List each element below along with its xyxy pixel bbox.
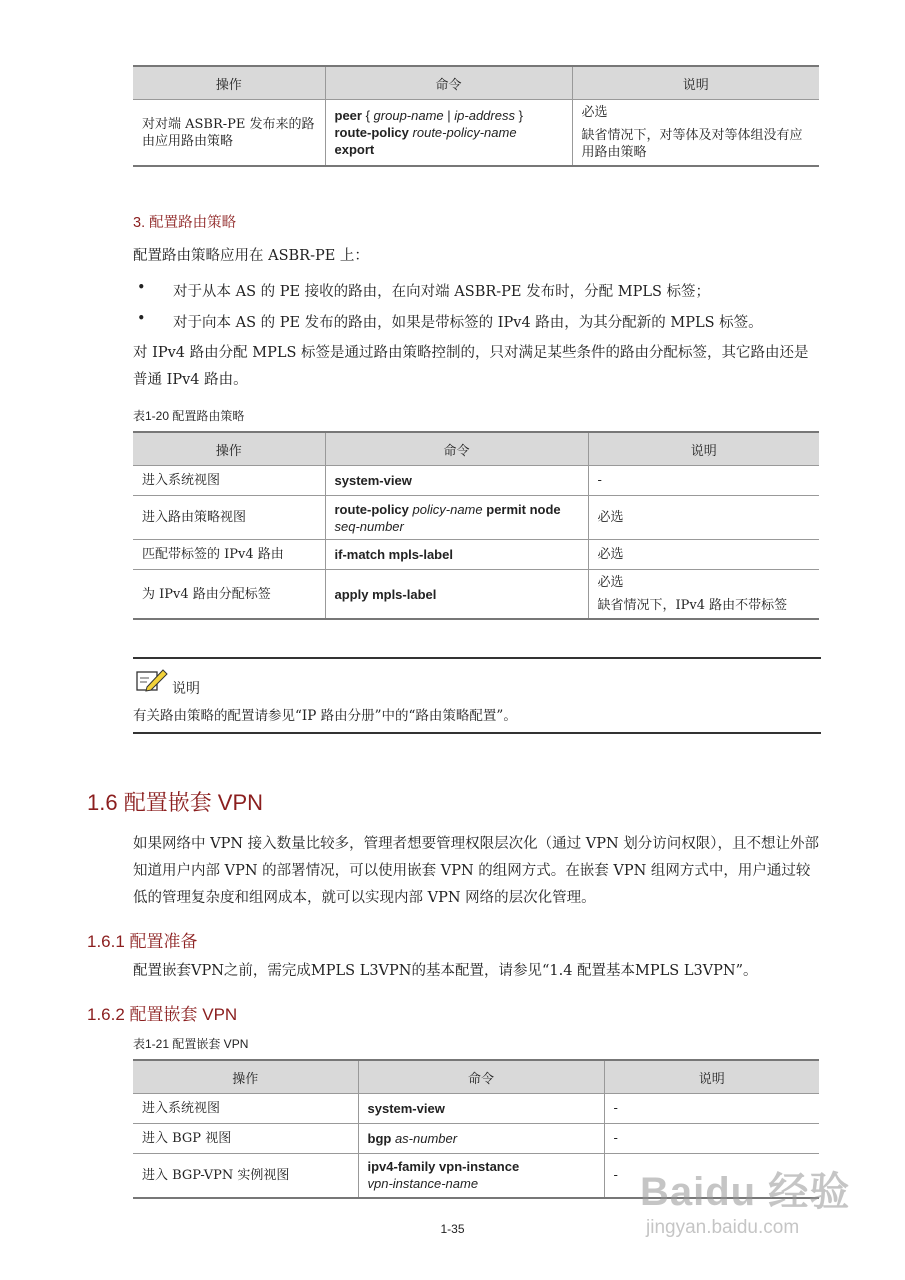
description-line: 必选 — [597, 510, 624, 525]
cell-description — [588, 466, 819, 496]
description-line: - — [613, 1101, 618, 1116]
cell-description — [588, 496, 819, 540]
description-line: 缺省情况下，IPv4 路由不带标签 — [597, 598, 788, 613]
command-token: seq-number — [334, 518, 404, 534]
column-header: 命令 — [358, 1060, 604, 1094]
table-header-row — [133, 432, 819, 466]
command-token: policy-name — [412, 501, 483, 517]
command-token: permit node — [486, 501, 561, 517]
table-caption: 表1-21 配置嵌套 VPN — [133, 1037, 249, 1051]
command-token: system-view — [334, 473, 412, 488]
command-token: apply mpls-label — [334, 586, 437, 602]
command-token: peer — [334, 108, 362, 123]
cell-operation: 进入 BGP-VPN 实例视图 — [133, 1154, 358, 1198]
command-token: } — [514, 108, 523, 123]
column-header: 操作 — [133, 432, 325, 466]
command-token: ip-address — [454, 108, 515, 123]
cell-command — [358, 1124, 604, 1154]
command-token: group-name — [373, 108, 444, 123]
cell-command — [325, 100, 572, 167]
baidu-watermark — [640, 1160, 850, 1239]
section-heading-1-6-2: 1.6.2 配置嵌套 VPN — [87, 1005, 238, 1024]
cell-command — [325, 496, 588, 540]
paragraph-prerequisite: 配置嵌套VPN之前，需完成MPLS L3VPN的基本配置，请参见“1.4 配置基本MPLS L3VPN”。 — [133, 963, 758, 979]
table-header-row — [133, 66, 819, 100]
cell-description — [588, 540, 819, 570]
note-bottom-rule — [133, 732, 821, 734]
column-header: 说明 — [572, 66, 819, 100]
section-heading-configure-route-policy: 3. 配置路由策略 — [133, 215, 237, 231]
table-row — [133, 570, 819, 620]
command-token: vpn-instance-name — [367, 1176, 479, 1192]
table-row — [133, 466, 819, 496]
cell-operation: 进入路由策略视图 — [133, 496, 325, 540]
command-token: bgp — [367, 1131, 392, 1146]
cell-description — [604, 1124, 819, 1154]
description-line: - — [613, 1131, 618, 1146]
cell-operation: 进入系统视图 — [133, 1094, 358, 1124]
command-token: route-policy-name — [412, 125, 517, 140]
note-label: 说明 — [172, 681, 200, 697]
table-row — [133, 540, 819, 570]
command-token: system-view — [367, 1101, 445, 1116]
section-heading-1-6-1: 1.6.1 配置准备 — [87, 932, 198, 951]
cell-operation: 匹配带标签的 IPv4 路由 — [133, 540, 325, 570]
cell-command — [358, 1154, 604, 1198]
cell-operation: 进入系统视图 — [133, 466, 325, 496]
column-header: 说明 — [604, 1060, 819, 1094]
column-header: 说明 — [588, 432, 819, 466]
description-line: 必选 — [597, 575, 624, 590]
paragraph-label-policy: 对 IPv4 路由分配 MPLS 标签是通过路由策略控制的，只对满足某些条件的路由分配标签，其它路由还是普通 IPv4 路由。 — [133, 345, 809, 388]
cell-description — [604, 1094, 819, 1124]
table-row — [133, 1094, 819, 1124]
table-row — [133, 100, 819, 167]
command-token: export — [334, 142, 375, 157]
table-configure-route-policy — [133, 431, 819, 620]
command-token: { — [361, 108, 374, 123]
section-heading-1-6: 1.6 配置嵌套 VPN — [87, 790, 264, 815]
cell-operation: 进入 BGP 视图 — [133, 1124, 358, 1154]
cell-command — [358, 1094, 604, 1124]
table-header-row — [133, 1060, 819, 1094]
watermark-url: jingyan.baidu.com — [646, 1217, 800, 1238]
command-token: | — [443, 108, 455, 123]
note-top-rule — [133, 657, 821, 659]
table-caption: 表1-20 配置路由策略 — [133, 409, 245, 423]
column-header: 命令 — [325, 432, 588, 466]
description-line: - — [613, 1167, 618, 1183]
note-pencil-icon — [135, 667, 169, 697]
table-peer-route-policy — [133, 65, 819, 167]
description-line: 必选 — [581, 105, 608, 120]
page-number: 1-35 — [440, 1222, 465, 1236]
description-line: 缺省情况下，对等体及对等体组没有应用路由策略 — [581, 128, 803, 160]
command-token: route-policy — [334, 125, 409, 140]
table-row — [133, 496, 819, 540]
cell-description — [588, 570, 819, 620]
watermark-brand: Baidu 经验 — [640, 1170, 851, 1214]
command-token: ipv4-family vpn-instance — [367, 1159, 520, 1175]
command-token: as-number — [394, 1131, 458, 1146]
paragraph-intro: 配置路由策略应用在 ASBR-PE 上： — [133, 248, 369, 264]
cell-command — [325, 570, 588, 620]
cell-operation: 对对端 ASBR-PE 发布来的路由应用路由策略 — [133, 100, 325, 167]
description-line: - — [597, 473, 602, 488]
cell-command — [325, 466, 588, 496]
column-header: 操作 — [133, 1060, 358, 1094]
cell-operation: 为 IPv4 路由分配标签 — [133, 570, 325, 620]
cell-command — [325, 540, 588, 570]
column-header: 命令 — [325, 66, 572, 100]
command-token: if-match mpls-label — [334, 547, 453, 562]
command-token: route-policy — [334, 501, 409, 517]
cell-description — [572, 100, 819, 167]
description-line: 必选 — [597, 547, 624, 562]
paragraph-nested-vpn: 如果网络中 VPN 接入数量比较多，管理者想要管理权限层次化（通过 VPN 划分访问权限），且不想让外部知道用户内部 VPN 的部署情况，可以使用嵌套 VPN 的组网方式。在嵌套 VPN 组网方式中，用户通过较低的管理复杂度和组网成本，就可以实现内部 VPN 网络的层次化管理。 — [133, 836, 820, 906]
table-row — [133, 1124, 819, 1154]
note-text: 有关路由策略的配置请参见“IP 路由分册”中的“路由策略配置”。 — [133, 708, 517, 724]
column-header: 操作 — [133, 66, 325, 100]
